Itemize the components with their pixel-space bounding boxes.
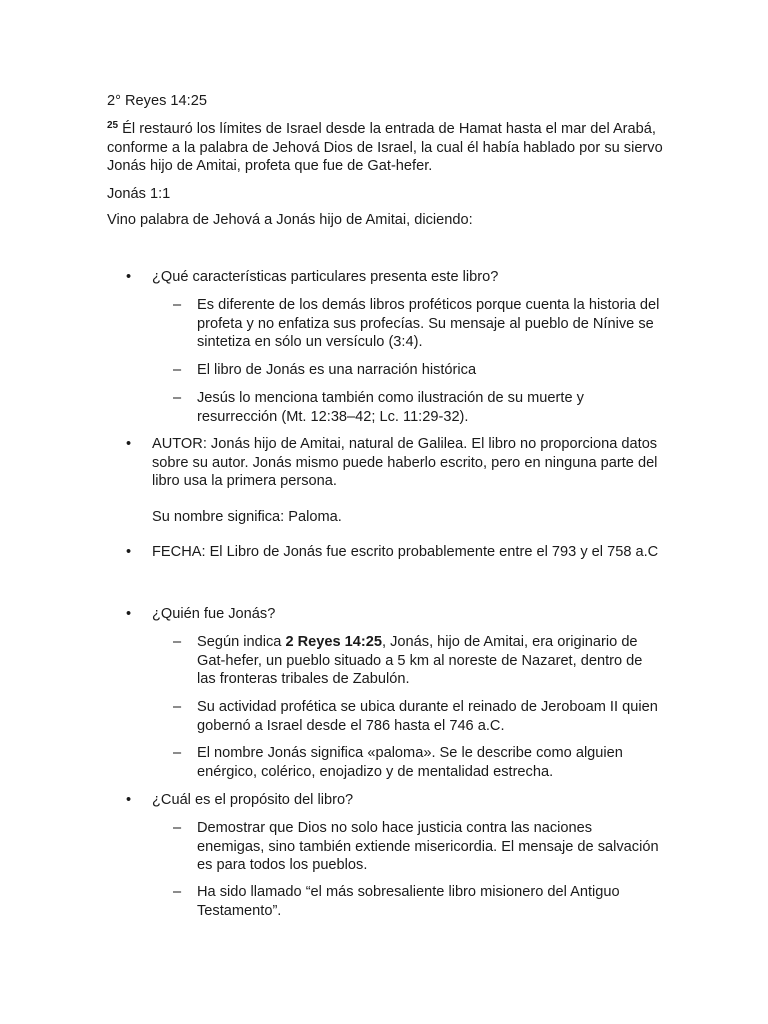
bullet-text: ¿Cuál es el propósito del libro?	[152, 792, 354, 808]
bullet-mark: •	[126, 792, 132, 808]
bullet-text: ¿Quién fue Jonás?	[152, 606, 276, 622]
verse-2-reyes	[107, 120, 667, 176]
verse-jonas: Vino palabra de Jehová a Jonás hijo de Amitai, diciendo:	[107, 212, 473, 228]
dash-text-pre: Según indica	[197, 634, 286, 650]
reference-jonas: Jonás 1:1	[107, 186, 171, 202]
bible-reference-bold: 2 Reyes 14:25	[285, 634, 383, 650]
bullet-text: FECHA: El Libro de Jonás fue escrito probablemente entre el 793 y el 758 a.C	[152, 544, 659, 560]
dash-mark: –	[173, 820, 182, 836]
bullet-mark: •	[126, 606, 132, 622]
verse-text: Él restauró los límites de Israel desde la entrada de Hamat hasta el mar del Arabá, conforme a la palabra de Jehová Dios de Israel, la cual él había hablado por su siervo Jonás hijo de Amitai, profeta que fue de Gat-hefer.	[107, 121, 663, 174]
dash-mark: –	[173, 297, 182, 313]
dash-text: Su actividad profética se ubica durante el reinado de Jeroboam II quien gobernó a Israel desde el 786 hasta el 746 a.C.	[197, 699, 658, 734]
reference-2-reyes: 2° Reyes 14:25	[107, 93, 207, 109]
dash-text	[197, 633, 663, 689]
dash-text: Es diferente de los demás libros proféticos porque cuenta la historia del profeta y no enfatiza sus profecías. Su mensaje al pueblo de Nínive se sintetiza en sólo un versículo (3:4).	[197, 297, 660, 350]
dash-text: Ha sido llamado “el más sobresaliente libro misionero del Antiguo Testamento”.	[197, 884, 620, 919]
bullet-mark: •	[126, 269, 132, 285]
verse-number: 25	[107, 120, 119, 131]
autor-nombre: Su nombre significa: Paloma.	[152, 509, 342, 525]
dash-mark: –	[173, 699, 182, 715]
dash-mark: –	[173, 362, 182, 378]
dash-text: Demostrar que Dios no solo hace justicia contra las naciones enemigas, sino también extiende misericordia. El mensaje de salvación es para todos los pueblos.	[197, 820, 659, 873]
dash-text: El libro de Jonás es una narración histórica	[197, 362, 477, 378]
dash-text: Jesús lo menciona también como ilustración de su muerte y resurrección (Mt. 12:38–42; Lc. 11:29-32).	[197, 390, 584, 425]
dash-mark: –	[173, 390, 182, 406]
bullet-text: AUTOR: Jonás hijo de Amitai, natural de Galilea. El libro no proporciona datos sobre su autor. Jonás mismo puede haberlo escrito, pero en ninguna parte del libro usa la primera persona.	[152, 436, 658, 489]
dash-text-post: , Jonás, hijo de Amitai, era originario de Gat-hefer, un pueblo situado a 5 km al noreste de Nazaret, dentro de las fronteras tribales de Zabulón.	[197, 634, 643, 687]
bullet-text: ¿Qué características particulares presenta este libro?	[152, 269, 499, 285]
bullet-mark: •	[126, 544, 132, 560]
dash-text: El nombre Jonás significa «paloma». Se le describe como alguien enérgico, colérico, enojadizo y de mentalidad estrecha.	[197, 745, 623, 780]
dash-mark: –	[173, 634, 182, 650]
bullet-mark: •	[126, 436, 132, 452]
dash-mark: –	[173, 884, 182, 900]
dash-mark: –	[173, 745, 182, 761]
